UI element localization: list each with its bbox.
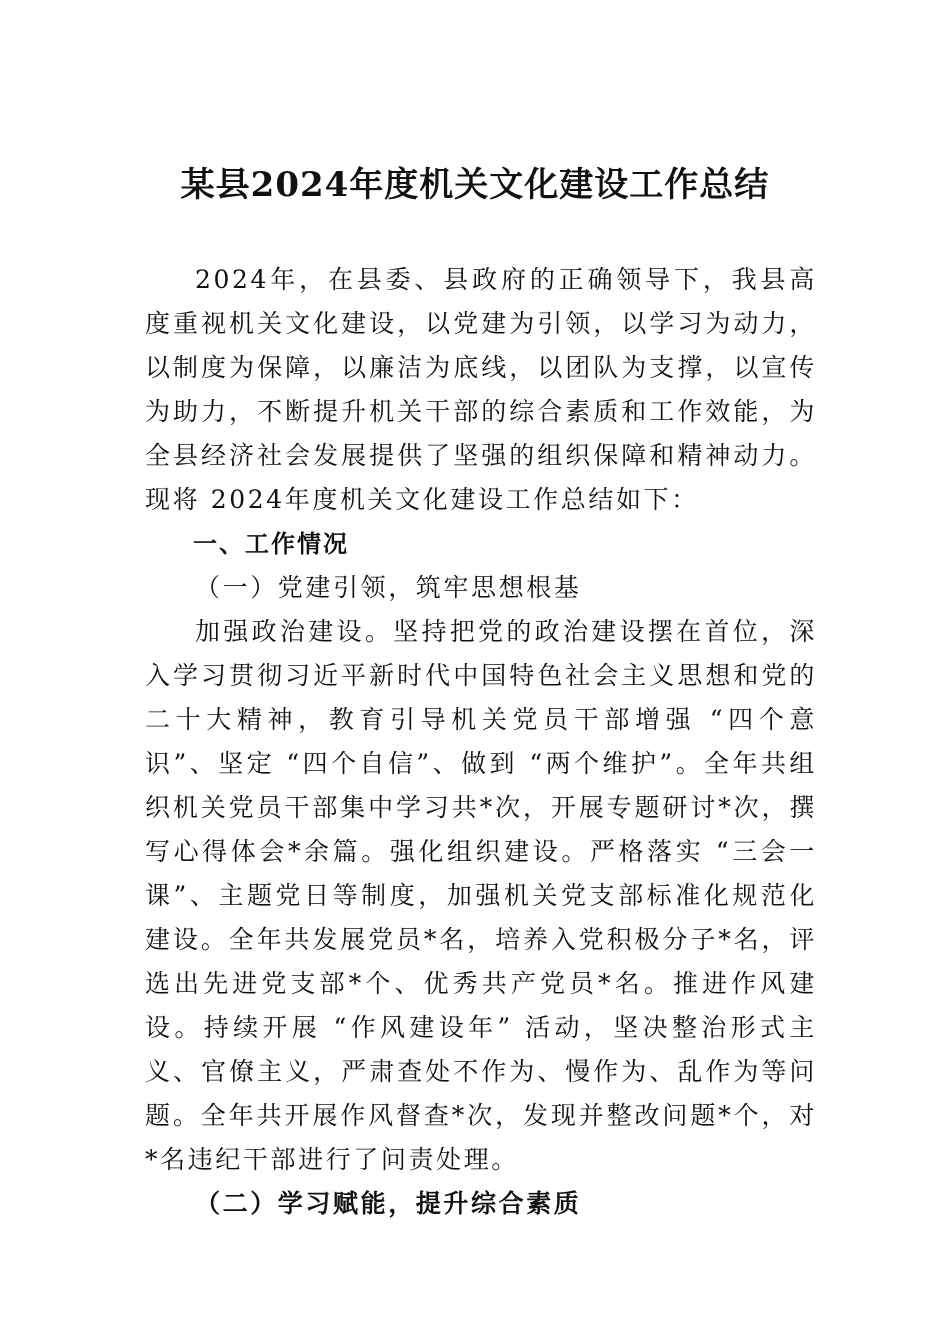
party-building-paragraph: 加强政治建设。坚持把党的政治建设摆在首位，深入学习贯彻习近平新时代中国特色社会主义思想和党的二十大精神，教育引导机关党员干部增强 “四个意识”、坚定 “四个自信”、做到 “两个维护”。全年共组织机关党员干部集中学习共*次，开展专题研讨*次，撰写心得体会*余篇。强化组织建设。严格落实 “三会一课”、主题党日等制度，加强机关党支部标准化规范化建设。全年共发展党员*名，培养入党积极分子*名，评选出先进党支部*个、优秀共产党员*名。推进作风建设。持续开展 “作风建设年” 活动，坚决整治形式主义、官僚主义，严肃查处不作为、慢作为、乱作为等问题。全年共开展作风督查*次，发现并整改问题*个，对*名违纪干部进行了问责处理。	[145, 617, 817, 1174]
document-body	[145, 258, 817, 1226]
intro-paragraph: 2024年，在县委、县政府的正确领导下，我县高度重视机关文化建设，以党建为引领，以学习为动力，以制度为保障，以廉洁为底线，以团队为支撑，以宣传为助力，不断提升机关干部的综合素质和工作效能，为全县经济社会发展提供了坚强的组织保障和精神动力。现将 2024年度机关文化建设工作总结如下：	[145, 265, 817, 514]
section-heading-work-status: 一、工作情况	[193, 530, 349, 558]
subsection-heading-party-building: （一）党建引领，筑牢思想根基	[195, 573, 582, 602]
subsection-heading-learning: （二）学习赋能，提升综合素质	[195, 1189, 582, 1218]
document-title: 某县2024年度机关文化建设工作总结	[180, 165, 770, 205]
